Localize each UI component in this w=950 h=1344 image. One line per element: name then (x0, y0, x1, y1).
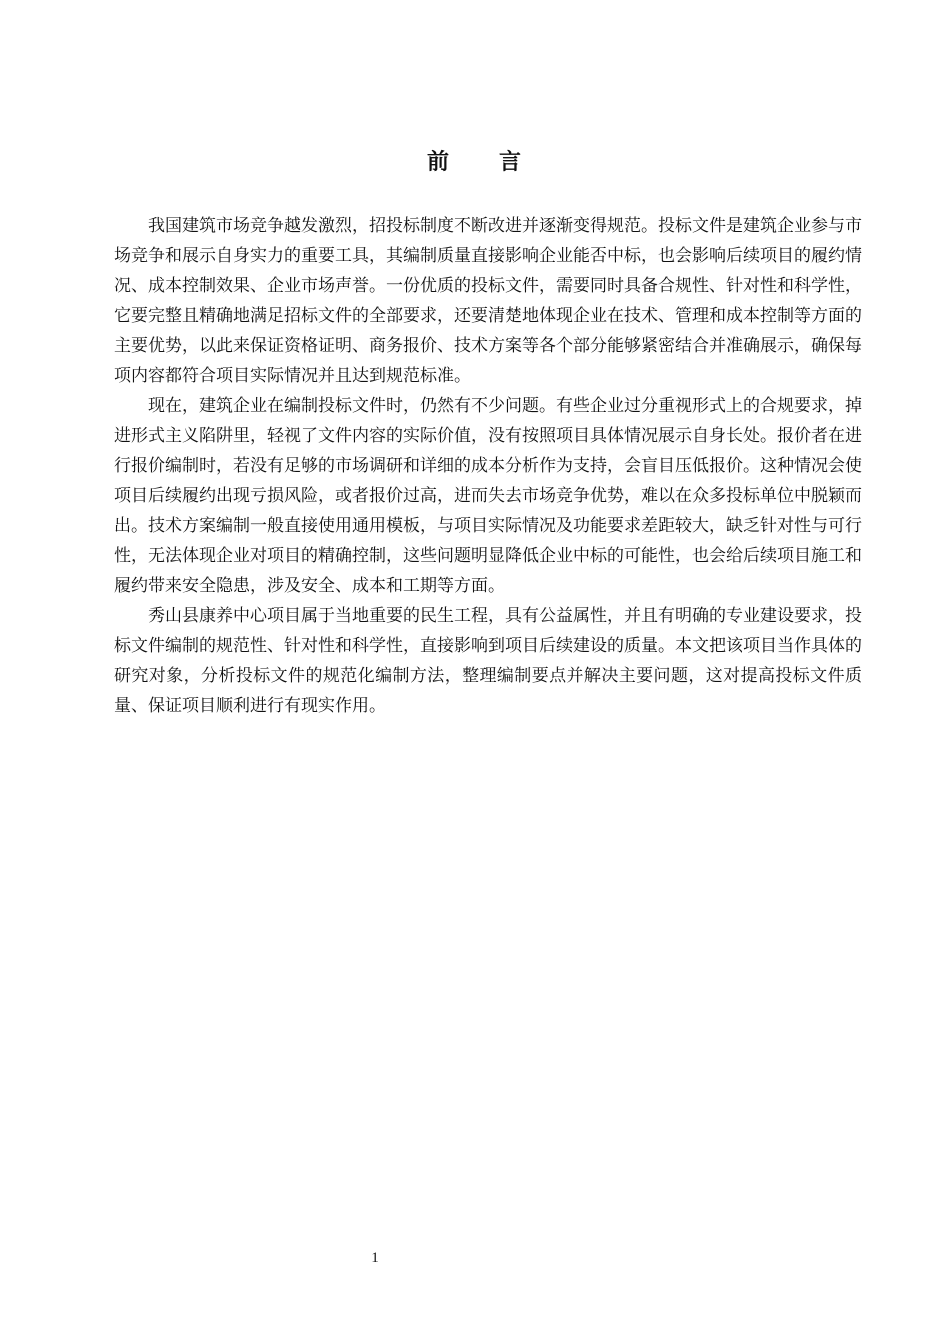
preface-body (114, 211, 862, 721)
paragraph-3: 秀山县康养中心项目属于当地重要的民生工程，具有公益属性，并且有明确的专业建设要求，投标文件编制的规范性、针对性和科学性，直接影响到项目后续建设的质量。本文把该项目当作具体的研究对象，分析投标文件的规范化编制方法，整理编制要点并解决主要问题，这对提高投标文件质量、保证项目顺利进行有现实作用。 (114, 606, 862, 716)
page-title (0, 146, 950, 180)
paragraph-1: 我国建筑市场竞争越发激烈，招投标制度不断改进并逐渐变得规范。投标文件是建筑企业参与市场竞争和展示自身实力的重要工具，其编制质量直接影响企业能否中标，也会影响后续项目的履约情况、成本控制效果、企业市场声誉。一份优质的投标文件，需要同时具备合规性、针对性和科学性，它要完整且精确地满足招标文件的全部要求，还要清楚地体现企业在技术、管理和成本控制等方面的主要优势，以此来保证资格证明、商务报价、技术方案等各个部分能够紧密结合并准确展示，确保每项内容都符合项目实际情况并且达到规范标准。 (114, 216, 862, 386)
paragraph-2: 现在，建筑企业在编制投标文件时，仍然有不少问题。有些企业过分重视形式上的合规要求，掉进形式主义陷阱里，轻视了文件内容的实际价值，没有按照项目具体情况展示自身长处。报价者在进行报价编制时，若没有足够的市场调研和详细的成本分析作为支持，会盲目压低报价。这种情况会使项目后续履约出现亏损风险，或者报价过高，进而失去市场竞争优势，难以在众多投标单位中脱颖而出。技术方案编制一般直接使用通用模板，与项目实际情况及功能要求差距较大，缺乏针对性与可行性，无法体现企业对项目的精确控制，这些问题明显降低企业中标的可能性，也会给后续项目施工和履约带来安全隐患，涉及安全、成本和工期等方面。 (114, 396, 862, 596)
page-number: 1 (371, 1250, 379, 1266)
page-title-first-char: 前 (426, 150, 451, 175)
page-title-second-char: 言 (499, 150, 524, 175)
